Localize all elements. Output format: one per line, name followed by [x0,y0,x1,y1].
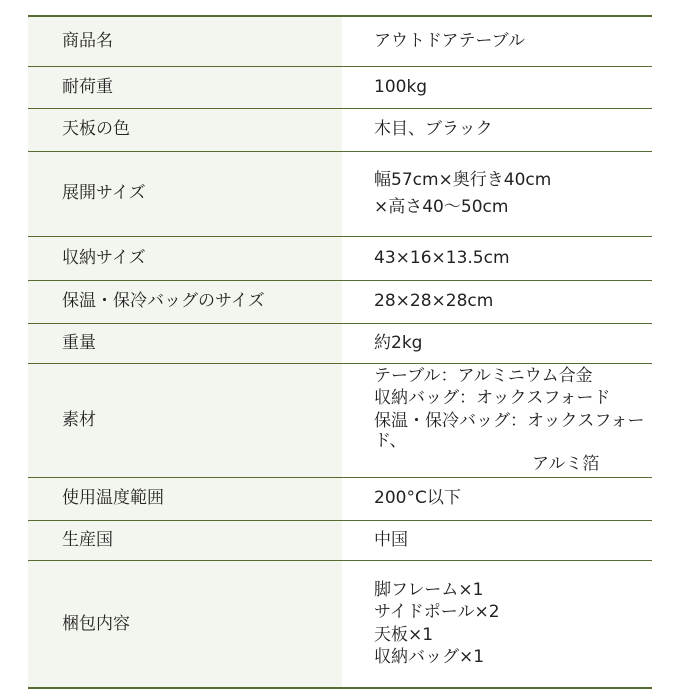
spec-value-line: 収納バッグ：オックスフォード [374,388,611,409]
spec-value: 43×16×13.5cm [342,236,652,280]
spec-row-package-contents [28,560,652,688]
spec-row-open-size [28,151,652,236]
spec-label: 梱包内容 [28,560,342,688]
spec-value-line: 天板×1 [374,624,434,645]
spec-value: 100kg [342,66,652,108]
spec-label: 保温・保冷バッグのサイズ [28,280,342,323]
spec-value-line: 幅57cm×奥行き40cm [374,170,552,191]
spec-value: 木目、ブラック [342,108,652,151]
spec-value-line: 収納バッグ×1 [374,647,485,668]
spec-label: 展開サイズ [28,151,342,236]
spec-row-storage-size [28,236,652,280]
spec-row-weight [28,323,652,363]
spec-value [342,363,652,477]
spec-row-product-name [28,16,652,66]
spec-label: 商品名 [28,16,342,66]
spec-value-line: アルミ箔 [532,453,600,474]
spec-label: 生産国 [28,520,342,560]
spec-value-line: 保温・保冷バッグ：オックスフォード、 [374,410,645,452]
spec-value: アウトドアテーブル [342,16,652,66]
spec-label: 耐荷重 [28,66,342,108]
spec-label: 重量 [28,323,342,363]
spec-value: 中国 [342,520,652,560]
spec-value-line: テーブル：アルミニウム合金 [374,366,593,387]
spec-table [28,15,652,689]
spec-value [342,151,652,236]
spec-row-material [28,363,652,477]
spec-label: 収納サイズ [28,236,342,280]
spec-row-country [28,520,652,560]
spec-label: 素材 [28,363,342,477]
spec-value: 28×28×28cm [342,280,652,323]
spec-value: 約2kg [342,323,652,363]
spec-value [342,560,652,688]
spec-value-line: ×高さ40～50cm [374,196,509,217]
spec-value-line: 脚フレーム×1 [374,579,484,600]
spec-row-bag-size [28,280,652,323]
spec-label: 使用温度範囲 [28,477,342,520]
spec-row-top-color [28,108,652,151]
spec-label: 天板の色 [28,108,342,151]
spec-value-line: サイドポール×2 [374,602,500,623]
spec-row-temperature-range [28,477,652,520]
spec-row-load-capacity [28,66,652,108]
spec-value: 200°C以下 [342,477,652,520]
